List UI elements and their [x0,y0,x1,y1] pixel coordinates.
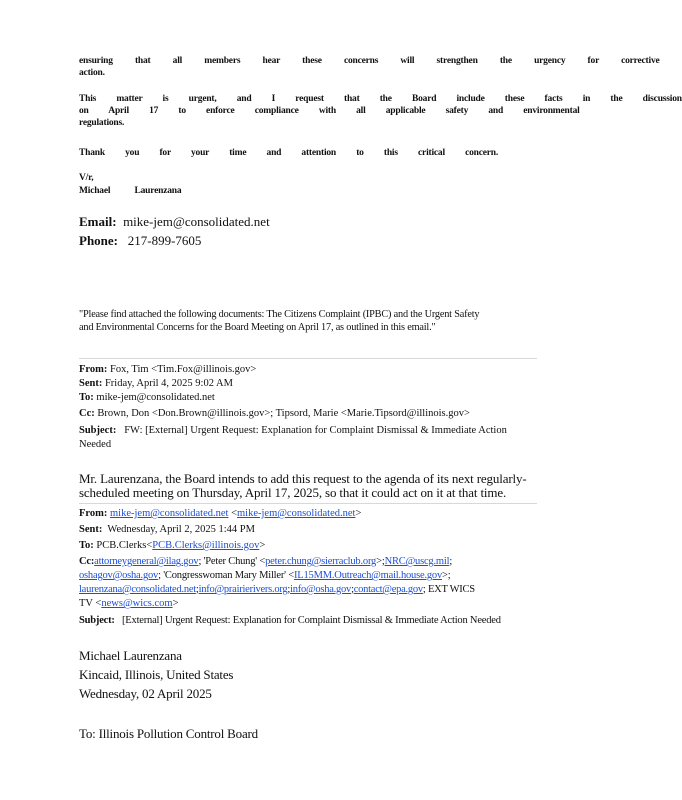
email2-cc-link10[interactable]: news@wics.com [101,598,173,609]
email2-subject-value: [External] Urgent Request: Explanation for Complaint Dismissal & Immediate Action Needed [122,615,501,626]
email2-cc-line3: laurenzana@consolidated.net;info@prairierivers.org;info@osha.gov;contact@epa.gov; EXT WICS [79,584,475,595]
email2-cc-link6[interactable]: laurenzana@consolidated.net [79,584,196,595]
email2-cc-link2[interactable]: peter.chung@sierraclub.org [265,556,377,567]
phone-label: Phone: [79,233,118,248]
email2-to: To: PCB.Clerks<PCB.Clerks@illinois.gov> [79,540,266,551]
para1-line2: action. [79,68,105,78]
email1-to-value: mike-jem@consolidated.net [96,392,215,403]
email2-cc-link8[interactable]: info@osha.gov [290,584,352,595]
email1-from-label: From: [79,364,108,375]
email1-to [79,391,215,404]
para1-line1-text: ensuring that all members hear these concerns will strengthen the urgency for corrective [79,56,660,66]
attachment-note-line1: "Please find attached the following documents: The Citizens Complaint (IPBC) and the Urgent Safety [79,309,480,320]
email1-sent [79,377,233,390]
email1-body-line2: scheduled meeting on Thursday, April 17, 2025, so that it could act on it at that time. [79,485,507,500]
para2-line3: regulations. [79,118,125,128]
email1-cc-label: Cc: [79,408,95,419]
email2-cc-label: Cc: [79,556,95,567]
email2-cc-line1: Cc:attorneygeneral@ilag.gov; 'Peter Chung' <peter.chung@sierraclub.org>;NRC@uscg.mil; [79,556,453,567]
email2-sent [79,523,255,536]
email2-from-link2[interactable]: mike-jem@consolidated.net [237,508,356,519]
email2-from: From: mike-jem@consolidated.net <mike-jem@consolidated.net> [79,508,362,519]
email2-cc-text7: > [172,598,179,609]
para1-line1 [79,56,660,67]
email2-cc-text4: >; [442,570,451,581]
email1-body-line1: Mr. Laurenzana, the Board intends to add this request to the agenda of its next regularly- [79,471,527,486]
email-label: Email: [79,214,117,229]
email1-from-value: Fox, Tim <Tim.Fox@illinois.gov> [110,364,257,375]
email2-cc-link7[interactable]: info@prairierivers.org [198,584,288,595]
thanks-line: Thank you for your time and attention to this critical concern. [79,148,499,158]
recipient-line: To: Illinois Pollution Control Board [79,726,258,741]
email2-subject [79,614,501,627]
email1-cc-value: Brown, Don <Don.Brown@illinois.gov>; Tipsord, Marie <Marie.Tipsord@illinois.gov> [97,408,470,419]
divider [79,358,537,359]
phone-line [79,232,201,249]
email2-to-link[interactable]: PCB.Clerks@illinois.gov [152,540,260,551]
email2-cc-link9[interactable]: contact@epa.gov [353,584,423,595]
email2-from-link1[interactable]: mike-jem@consolidated.net [110,508,229,519]
email2-cc-link5[interactable]: IL15MM.Outreach@mail.house.gov [294,570,443,581]
email2-sent-label: Sent: [79,524,103,535]
closing: V/r, [79,173,94,183]
sender-name: Michael Laurenzana [79,648,182,663]
email2-cc-text2: >; [376,556,385,567]
email2-cc-line2 [79,569,450,582]
email2-cc-link3[interactable]: NRC@uscg.mil [384,556,450,567]
email1-from [79,363,256,376]
email2-from-label: From: [79,508,108,519]
letter-date: Wednesday, 02 April 2025 [79,686,212,701]
phone-value: 217-899-7605 [127,233,202,248]
email-line [79,213,270,230]
email2-cc-text1: ; 'Peter Chung' < [198,556,266,567]
email2-cc-text5: EXT WICS [427,584,475,595]
email2-cc-line4 [79,597,178,610]
divider [79,503,537,504]
email2-cc-text6: TV < [79,598,102,609]
email2-cc-text3: ; 'Congresswoman Mary Miller' < [158,570,294,581]
attachment-note-line2: and Environmental Concerns for the Board Meeting on April 17, as outlined in this email." [79,322,436,333]
email1-subject-line2: Needed [79,439,112,450]
email2-to-label: To: [79,540,94,551]
email1-to-label: To: [79,392,94,403]
para2-line1: This matter is urgent, and I request that the Board include these facts in the discussion [79,94,682,104]
email2-subject-label: Subject: [79,615,115,626]
email-value: mike-jem@consolidated.net [123,214,270,229]
email1-subject [79,424,507,437]
email1-sent-value: Friday, April 4, 2025 9:02 AM [104,378,233,389]
email2-to-prefix: PCB.Clerks [96,540,147,551]
para2-line2: on April 17 to enforce compliance with all applicable safety and environmental [79,106,580,116]
signature: Michael Laurenzana [79,186,182,196]
email1-sent-label: Sent: [79,378,103,389]
email2-cc-link1[interactable]: attorneygeneral@ilag.gov [94,556,199,567]
email2-sent-value: Wednesday, April 2, 2025 1:44 PM [107,524,255,535]
email1-subject-line1: FW: [External] Urgent Request: Explanation for Complaint Dismissal & Immediate Action [124,425,507,436]
email1-cc [79,407,470,420]
email1-subject-label: Subject: [79,425,117,436]
email2-cc-link4[interactable]: oshagov@osha.gov [79,570,159,581]
sender-location: Kincaid, Illinois, United States [79,667,234,682]
